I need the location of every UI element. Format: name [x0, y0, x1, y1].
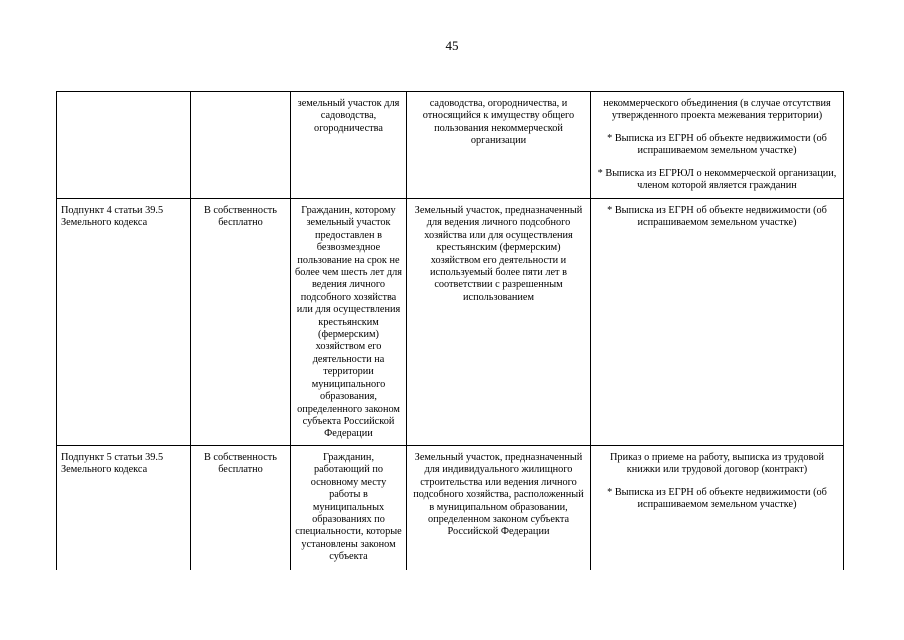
land-allocation-table	[56, 91, 844, 570]
documents-cell	[591, 446, 844, 570]
applicant-cell: земельный участок для садоводства, огородничества	[291, 92, 407, 199]
terms-cell: В собственность бесплатно	[191, 199, 291, 446]
plot-cell: Земельный участок, предназначенный для индивидуального жилищного строительства или ведения личного подсобного хозяйства, расположенный в муниципальном образовании, определенном законом субъекта Российской Федерации	[407, 446, 591, 570]
plot-cell: садоводства, огородничества, и относящийся к имуществу общего пользования некоммерческой организации	[407, 92, 591, 199]
basis-cell: Подпункт 4 статьи 39.5 Земельного кодекса	[57, 199, 191, 446]
table-row	[57, 199, 844, 446]
documents-cell	[591, 92, 844, 199]
applicant-cell: Гражданин, работающий по основному месту работы в муниципальных образованиях по специальности, которые установлены законом субъекта	[291, 446, 407, 570]
documents-cell	[591, 199, 844, 446]
page-number: 45	[445, 38, 459, 53]
document-item: * Выписка из ЕГРН об объекте недвижимости (об испрашиваемом земельном участке)	[607, 205, 827, 229]
applicant-cell: Гражданин, которому земельный участок предоставлен в безвозмездное пользование на срок не более чем шесть лет для ведения личного подсобного хозяйства или для осуществления крестьянским (фермерским) хозяйством его деятельности на территории муниципального образования, определенного законом субъекта Российской Федерации	[291, 199, 407, 446]
document-item: Приказ о приеме на работу, выписка из трудовой книжки или трудовой договор (контракт)	[609, 452, 825, 476]
table-row	[57, 446, 844, 570]
terms-cell	[191, 92, 291, 199]
basis-cell	[57, 92, 191, 199]
document-item: * Выписка из ЕГРН об объекте недвижимости (об испрашиваемом земельном участке)	[607, 486, 827, 511]
basis-cell: Подпункт 5 статьи 39.5 Земельного кодекса	[57, 446, 191, 570]
document-item: * Выписка из ЕГРН об объекте недвижимости (об испрашиваемом земельном участке)	[607, 132, 827, 157]
document-item: некоммерческого объединения (в случае отсутствия утвержденного проекта межевания территории)	[603, 98, 831, 122]
document-item: * Выписка из ЕГРЮЛ о некоммерческой организации, членом которой является гражданин	[597, 167, 837, 192]
table-row	[57, 92, 844, 199]
terms-cell: В собственность бесплатно	[191, 446, 291, 570]
plot-cell: Земельный участок, предназначенный для ведения личного подсобного хозяйства или для осуществления крестьянским (фермерским) хозяйством его деятельности и используемый более пяти лет в соответствии с разрешенным использованием	[407, 199, 591, 446]
